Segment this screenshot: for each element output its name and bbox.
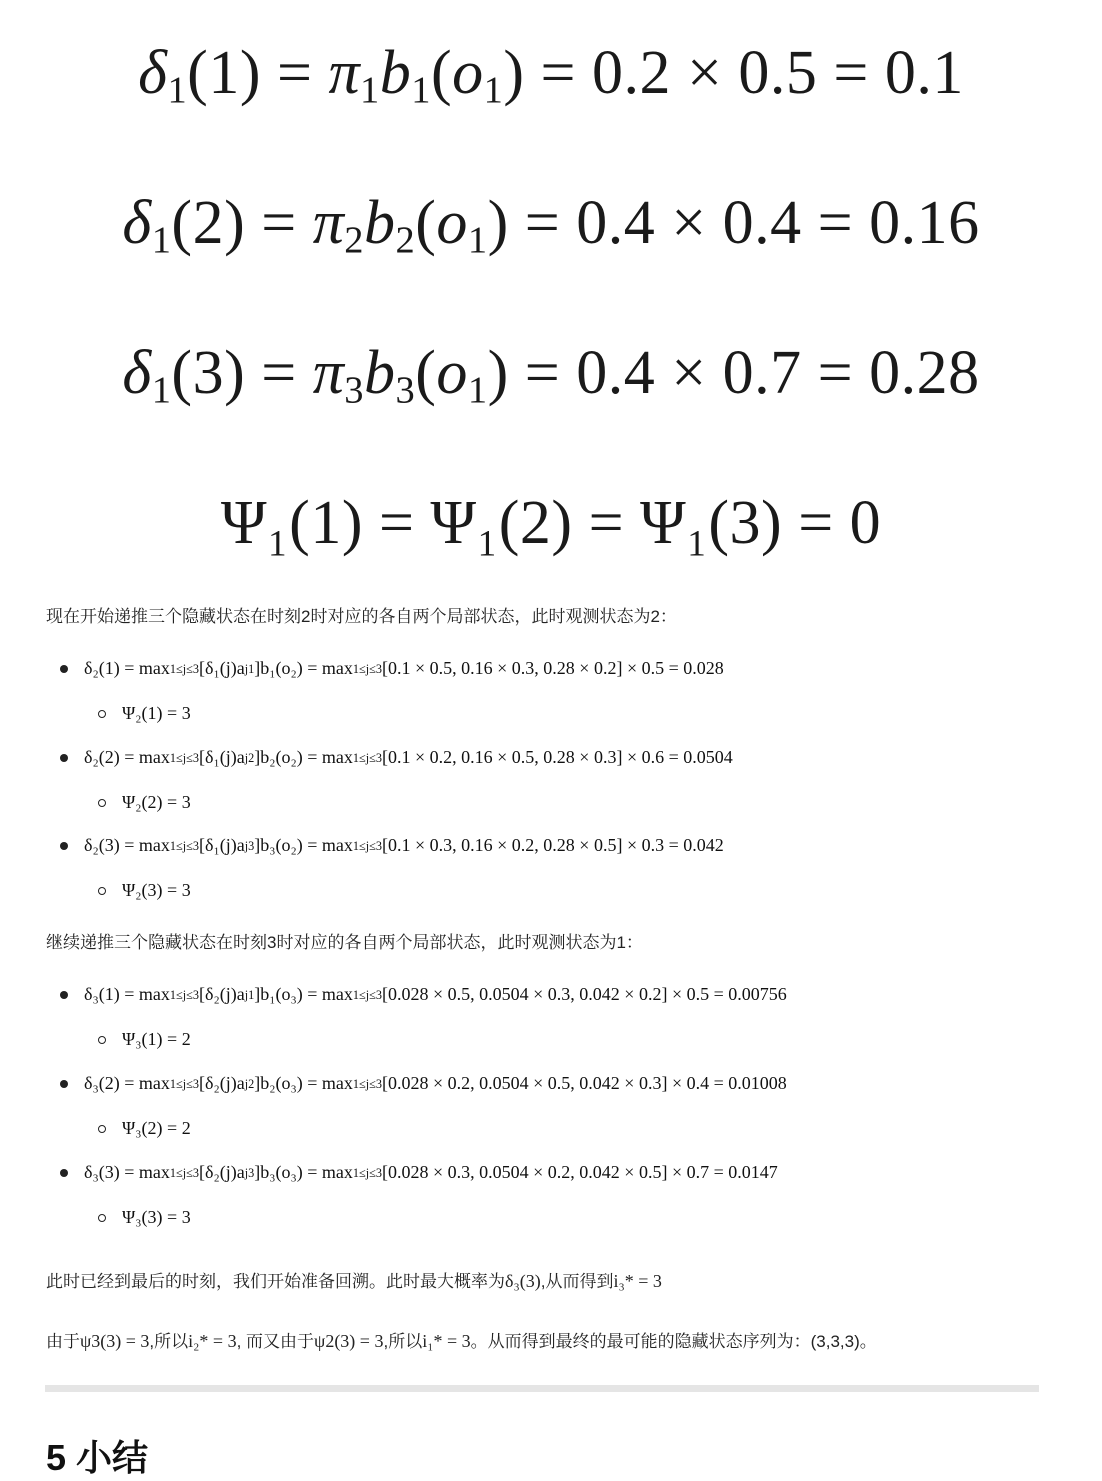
- bullet-icon: [60, 842, 68, 850]
- list-item-psi3-2: Ψ₃(2) = 2: [98, 1118, 191, 1139]
- list-item-delta3-1: δ₃(1) = max 1≤j≤3 [δ₂(j)a j1 ]b₁(o₃) = max 1≤j≤3 [0.028 × 0.5, 0.0504 × 0.3, 0.042 × 0.2] × 0.5 = 0.00756: [60, 984, 787, 1005]
- list-item-delta3-3: δ₃(3) = max 1≤j≤3 [δ₂(j)a j3 ]b₃(o₃) = max 1≤j≤3 [0.028 × 0.3, 0.0504 × 0.2, 0.042 × 0.5] × 0.7 = 0.0147: [60, 1162, 778, 1183]
- list-item-psi2-1: Ψ₂(1) = 3: [98, 703, 191, 724]
- circle-bullet-icon: [98, 1214, 106, 1222]
- bullet-icon: [60, 1080, 68, 1088]
- bullet-icon: [60, 665, 68, 673]
- list-item-psi2-2: Ψ₂(2) = 3: [98, 792, 191, 813]
- list-item-psi3-3: Ψ₃(3) = 3: [98, 1207, 191, 1228]
- step3-intro: 继续递推三个隐藏状态在时刻3时对应的各自两个局部状态，此时观测状态为1：: [46, 933, 643, 952]
- equation-delta1-2: $\delta_1(2) = \pi_2b_2(o_1) = 0.4 \times 0.4 = 0.16$: [122, 189, 980, 262]
- circle-bullet-icon: [98, 799, 106, 807]
- circle-bullet-icon: [98, 1125, 106, 1133]
- bullet-icon: [60, 1169, 68, 1177]
- equation-delta1-3: $\delta_1(3) = \pi_3b_3(o_1) = 0.4 \times 0.7 = 0.28$: [122, 339, 980, 412]
- equation-psi1: Ψ₁(1) = Ψ₁(2) = Ψ₁(3) = 0: [220, 489, 882, 557]
- list-item-delta3-2: δ₃(2) = max 1≤j≤3 [δ₂(j)a j2 ]b₂(o₃) = max 1≤j≤3 [0.028 × 0.2, 0.0504 × 0.5, 0.042 × 0.3] × 0.4 = 0.01008: [60, 1073, 787, 1094]
- horizontal-rule: [45, 1385, 1039, 1392]
- list-item-psi2-3: Ψ₂(3) = 3: [98, 880, 191, 901]
- circle-bullet-icon: [98, 887, 106, 895]
- step2-intro: 现在开始递推三个隐藏状态在时刻2时对应的各自两个局部状态，此时观测状态为2：: [46, 607, 677, 626]
- list-item-delta2-2: δ₂(2) = max 1≤j≤3 [δ₁(j)a j2 ]b₂(o₂) = max 1≤j≤3 [0.1 × 0.2, 0.16 × 0.5, 0.28 × 0.3] × 0.6 = 0.0504: [60, 747, 733, 768]
- conclusion-paragraph: 由于ψ3(3) = 3,所以i₂* = 3, 而又由于ψ2(3) = 3,所以i₁* = 3。从而得到最终的最可能的隐藏状态序列为：(3,3,3)。: [46, 1331, 877, 1351]
- list-item-psi3-1: Ψ₃(1) = 2: [98, 1029, 191, 1050]
- equation-delta1-1: $\delta_1(1) = \pi_1b_1(o_1) = 0.2 \times 0.5 = 0.1$: [138, 39, 964, 112]
- section-heading: 5 小结: [46, 1437, 149, 1478]
- bullet-icon: [60, 991, 68, 999]
- backtrack-paragraph: 此时已经到最后的时刻，我们开始准备回溯。此时最大概率为δ₃(3),从而得到i₃* = 3: [46, 1271, 662, 1291]
- list-item-delta2-1: δ₂(1) = max 1≤j≤3 [δ₁(j)a j1 ]b₁(o₂) = max 1≤j≤3 [0.1 × 0.5, 0.16 × 0.3, 0.28 × 0.2] × 0.5 = 0.028: [60, 658, 724, 679]
- list-item-delta2-3: δ₂(3) = max 1≤j≤3 [δ₁(j)a j3 ]b₃(o₂) = max 1≤j≤3 [0.1 × 0.3, 0.16 × 0.2, 0.28 × 0.5] × 0.3 = 0.042: [60, 835, 724, 856]
- bullet-icon: [60, 754, 68, 762]
- circle-bullet-icon: [98, 1036, 106, 1044]
- circle-bullet-icon: [98, 710, 106, 718]
